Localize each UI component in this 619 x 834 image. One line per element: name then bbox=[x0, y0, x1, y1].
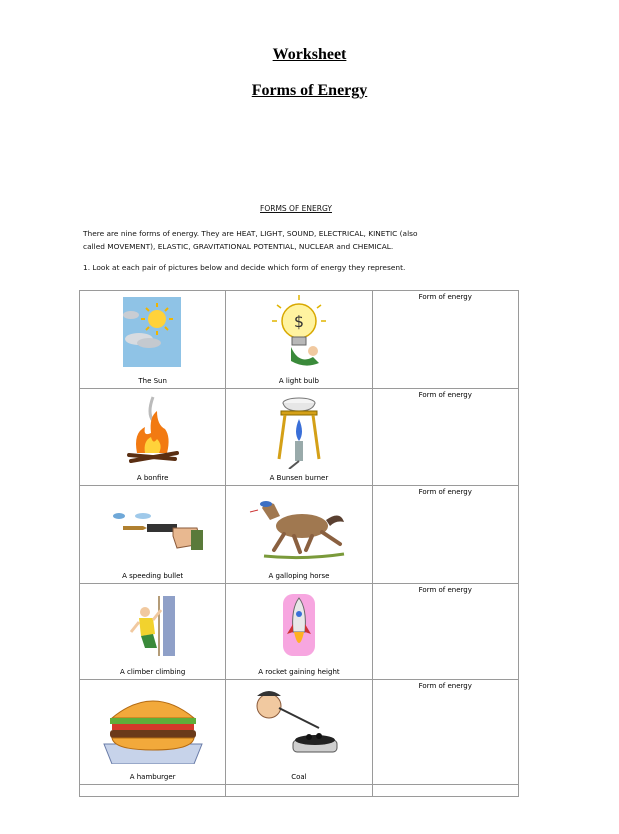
table-row bbox=[80, 584, 519, 680]
picture-cell bbox=[80, 389, 226, 486]
answer-cell[interactable] bbox=[372, 291, 518, 389]
climber-icon bbox=[123, 596, 183, 668]
form-label: Form of energy bbox=[418, 488, 472, 496]
worksheet-subtitle: Forms of Energy bbox=[251, 82, 368, 99]
picture-caption: Coal bbox=[291, 773, 307, 781]
answer-cell[interactable] bbox=[372, 389, 518, 486]
picture-caption: A Bunsen burner bbox=[269, 474, 329, 482]
picture-cell bbox=[226, 486, 372, 584]
picture-cell bbox=[80, 291, 226, 389]
picture-cell bbox=[80, 680, 226, 785]
picture-caption: A bonfire bbox=[136, 474, 169, 482]
table-row bbox=[80, 680, 519, 785]
coal-icon bbox=[249, 684, 349, 764]
svg-text:$: $ bbox=[293, 312, 305, 331]
galloping-horse-icon bbox=[244, 490, 354, 562]
picture-cell bbox=[226, 584, 372, 680]
answer-cell[interactable] bbox=[372, 584, 518, 680]
table-row bbox=[80, 389, 519, 486]
empty-cell bbox=[372, 785, 518, 797]
picture-cell bbox=[80, 486, 226, 584]
form-label: Form of energy bbox=[418, 293, 472, 301]
picture-cell bbox=[80, 584, 226, 680]
table-row bbox=[80, 785, 519, 797]
hamburger-icon bbox=[98, 684, 208, 764]
intro-line-1: There are nine forms of energy. They are HEAT, LIGHT, SOUND, ELECTRICAL, KINETIC (also bbox=[83, 229, 418, 238]
table-row bbox=[80, 486, 519, 584]
picture-caption: A speeding bullet bbox=[122, 572, 184, 580]
picture-caption: The Sun bbox=[138, 377, 167, 385]
picture-cell bbox=[226, 389, 372, 486]
picture-caption: A climber climbing bbox=[120, 668, 186, 676]
sun-icon bbox=[123, 295, 183, 369]
light-bulb-icon bbox=[269, 295, 329, 369]
answer-cell[interactable] bbox=[372, 486, 518, 584]
picture-caption: A light bulb bbox=[278, 377, 319, 385]
bonfire-icon bbox=[123, 393, 183, 465]
worksheet-title: Worksheet bbox=[272, 46, 347, 63]
instruction-text: 1. Look at each pair of pictures below and decide which form of energy they represent. bbox=[83, 263, 406, 272]
bunsen-burner-icon bbox=[269, 393, 329, 469]
picture-caption: A hamburger bbox=[129, 773, 176, 781]
speeding-bullet-icon bbox=[103, 504, 203, 564]
picture-caption: A galloping horse bbox=[268, 572, 330, 580]
table-row bbox=[80, 291, 519, 389]
form-label: Form of energy bbox=[418, 682, 472, 690]
empty-cell bbox=[226, 785, 372, 797]
picture-cell bbox=[226, 680, 372, 785]
intro-line-2: called MOVEMENT), ELASTIC, GRAVITATIONAL POTENTIAL, NUCLEAR and CHEMICAL. bbox=[83, 242, 394, 251]
scanned-section bbox=[80, 204, 520, 272]
empty-cell bbox=[80, 785, 226, 797]
form-label: Form of energy bbox=[418, 391, 472, 399]
section-heading: FORMS OF ENERGY bbox=[260, 204, 332, 213]
form-label: Form of energy bbox=[418, 586, 472, 594]
intro-text bbox=[80, 227, 520, 253]
rocket-icon bbox=[279, 594, 319, 660]
energy-table bbox=[79, 290, 519, 797]
picture-cell bbox=[226, 291, 372, 389]
picture-caption: A rocket gaining height bbox=[258, 668, 340, 676]
answer-cell[interactable] bbox=[372, 680, 518, 785]
